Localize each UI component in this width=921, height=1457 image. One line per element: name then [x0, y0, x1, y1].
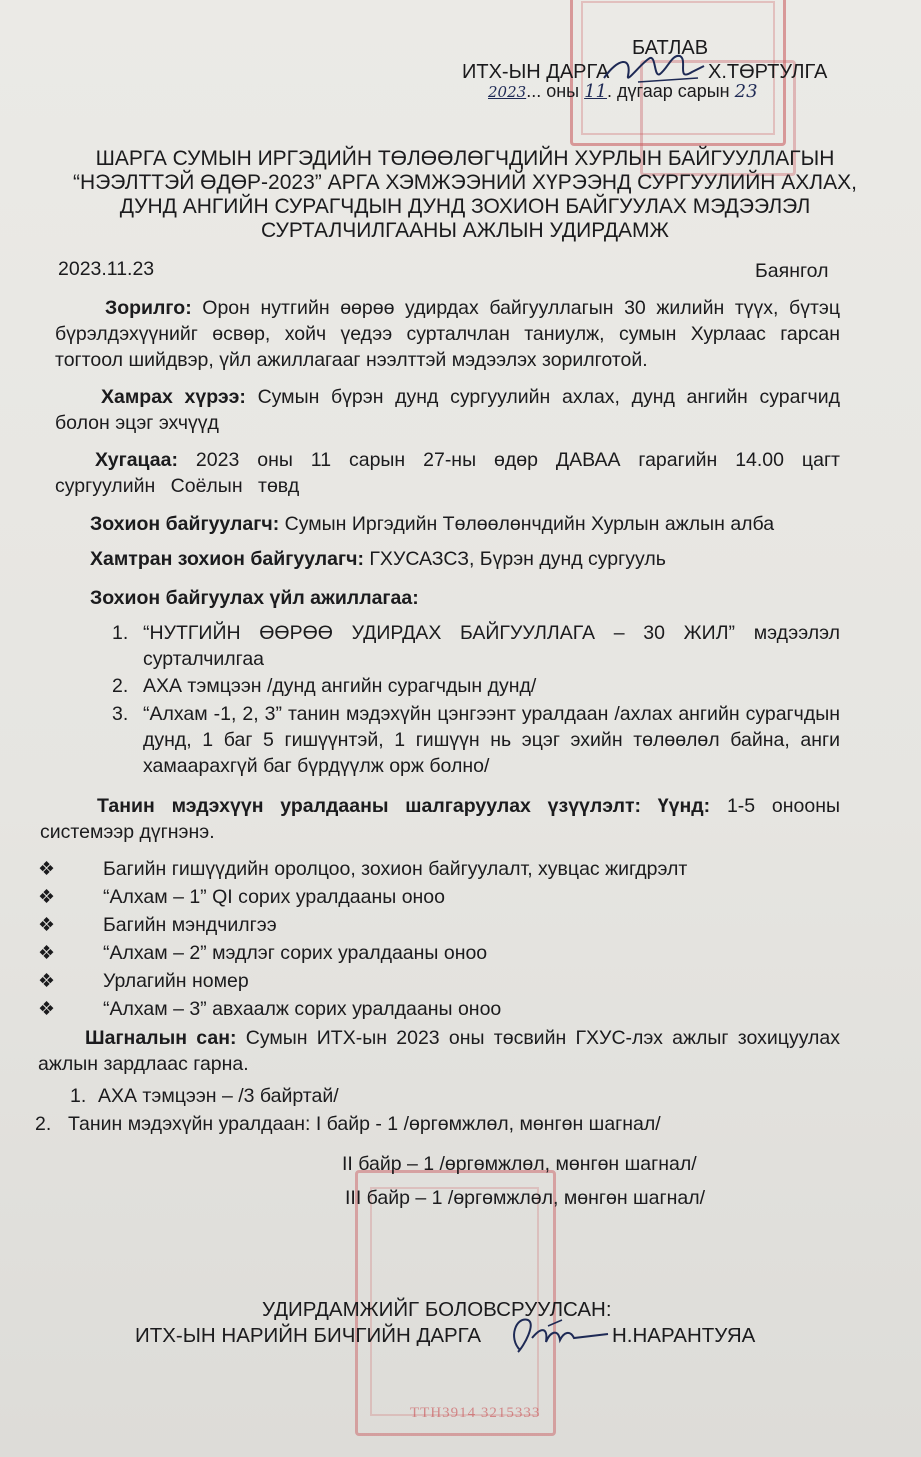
- document-title: [40, 147, 890, 243]
- prize-number-2: 2.: [35, 1113, 52, 1135]
- approve-heading: БАТЛАВ: [632, 37, 709, 59]
- signoff-position: ИТХ-ЫН НАРИЙН БИЧГИЙН ДАРГА: [135, 1324, 482, 1347]
- organizer-line: [90, 511, 774, 537]
- approval-month-suffix: . дүгаар сарын: [607, 81, 730, 101]
- prize-label: Шагналын сан:: [85, 1027, 237, 1049]
- diamond-bullet-icon: ❖: [38, 999, 56, 1020]
- approval-date: [488, 81, 758, 102]
- goal-paragraph: [55, 295, 840, 373]
- scope-text: Сумын бүрэн дунд сургуулийн ахлах, дунд ангийн сурагчид болон эцэг эхчүүд: [55, 386, 840, 434]
- signoff-heading: УДИРДАМЖИЙГ БОЛОВСРУУЛСАН:: [262, 1298, 612, 1321]
- approval-day: 23: [734, 81, 758, 102]
- organizer-text: Сумын Иргэдийн Төлөөлөнчдийн Хурлын ажлын алба: [284, 513, 775, 535]
- criteria-label: Танин мэдэхүүн уралдааны шалгаруулах үзүүлэлт: Үүнд:: [97, 795, 711, 817]
- criteria-item-3: Багийн мэндчилгээ: [103, 914, 277, 936]
- activity-item-2: АХА тэмцээн /дунд ангийн сурагчдын дунд/: [143, 675, 537, 697]
- approval-year-suffix: ... оны: [526, 81, 580, 101]
- criteria-item-6: “Алхам – 3” авхаалж сорих уралдааны оноо: [103, 998, 502, 1020]
- diamond-bullet-icon: ❖: [38, 943, 56, 964]
- activity-number-2: 2.: [112, 675, 129, 697]
- coorganizer-label: Хамтран зохион байгуулагч:: [90, 548, 364, 570]
- activity-item-3: “Алхам -1, 2, 3” танин мэдэхүйн цэнгээнт уралдаан /ахлах ангийн сурагчдын дунд, 1 баг 5 гишүүнтэй, 1 гишүүн нь эцэг эхийн төлөөлөл байна, анги хамаарахгүй баг бүрдүүлж орж болно/: [143, 703, 840, 777]
- time-paragraph: [55, 447, 840, 499]
- prize-paragraph: [38, 1025, 840, 1077]
- prize-item-1: АХА тэмцээн – /3 байртай/: [98, 1085, 339, 1107]
- goal-text: Орон нутгийн өөрөө удирдах байгууллагын 30 жилийн түүх, бүтэц бүрэлдэхүүнийг өсвөр, хойч үедээ сурталчлан таниулж, сумын Хурлаас гарсан тогтоол шийдвэр, үйл ажиллагааг нээлттэй мэдээлэх зорилготой.: [55, 297, 840, 371]
- scope-paragraph: [55, 384, 840, 436]
- criteria-item-4: “Алхам – 2” мэдлэг сорих уралдааны оноо: [103, 942, 488, 964]
- criteria-item-1: Багийн гишүүдийн оролцоо, зохион байгуулалт, хувцас жигдрэлт: [103, 858, 688, 880]
- title-line-3: ДУНД АНГИЙН СУРАГЧДЫН ДУНД ЗОХИОН БАЙГУУЛАХ МЭДЭЭЛЭЛ: [119, 195, 811, 218]
- approver-position: ИТХ-ЫН ДАРГА: [462, 61, 610, 83]
- title-line-1: ШАРГА СУМЫН ИРГЭДИЙН ТӨЛӨӨЛӨГЧДИЙН ХУРЛЫН БАЙГУУЛЛАГЫН: [95, 147, 835, 170]
- coorganizer-text: ГХУСАЗСЗ, Бүрэн дунд сургууль: [369, 548, 666, 570]
- prize-number-1: 1.: [70, 1085, 87, 1107]
- title-line-4: СУРТАЛЧИЛГААНЫ АЖЛЫН УДИРДАМЖ: [261, 219, 669, 242]
- signoff-name: Н.НАРАНТУЯА: [612, 1324, 756, 1347]
- criteria-text: 1-5 онооны системээр дүгнэнэ.: [40, 795, 840, 843]
- organizer-label: Зохион байгуулагч:: [90, 513, 280, 535]
- prize-item-2-third: III байр – 1 /өргөмжлөл, мөнгөн шагнал/: [345, 1187, 706, 1209]
- diamond-bullet-icon: ❖: [38, 915, 56, 936]
- approver-name: Х.ТӨРТУЛГА: [708, 61, 828, 83]
- criteria-item-2: “Алхам – 1” QI сорих уралдааны оноо: [103, 886, 445, 908]
- prize-item-2: Танин мэдэхүйн уралдаан: I байр - 1 /өргөмжлөл, мөнгөн шагнал/: [68, 1113, 661, 1135]
- prize-text: Сумын ИТХ-ын 2023 оны төсвийн ГХУС-лэх ажлыг зохицуулах ажлын зардлаас гарна.: [38, 1027, 840, 1075]
- stamp-bottom-text: ТТН3914 3215333: [410, 1405, 541, 1421]
- time-text: 2023 оны 11 сарын 27-ны өдөр ДАВАА гарагийн 14.00 цагт сургуулийн Соёлын төвд: [55, 449, 840, 497]
- approval-year: 2023: [488, 83, 527, 101]
- activity-item-1: “НУТГИЙН ӨӨРӨӨ УДИРДАХ БАЙГУУЛЛАГА – 30 ЖИЛ” мэдээлэл сурталчилгаа: [143, 622, 840, 670]
- scope-label: Хамрах хүрээ:: [101, 386, 246, 408]
- activities-heading: Зохион байгуулах үйл ажиллагаа:: [90, 587, 419, 609]
- goal-label: Зорилго:: [105, 297, 192, 319]
- document-date: 2023.11.23: [58, 258, 155, 280]
- title-line-2: “НЭЭЛТТЭЙ ӨДӨР-2023” АРГА ХЭМЖЭЭНИЙ ХҮРЭЭНД СУРГУУЛИЙН АХЛАХ,: [73, 171, 857, 194]
- author-signature: [498, 1308, 618, 1356]
- criteria-paragraph: [40, 793, 840, 845]
- activity-number-1: 1.: [112, 622, 129, 644]
- activity-number-3: 3.: [112, 703, 129, 725]
- document-place: Баянгол: [755, 260, 829, 282]
- criteria-item-5: Урлагийн номер: [103, 970, 249, 992]
- time-label: Хугацаа:: [95, 449, 178, 471]
- diamond-bullet-icon: ❖: [38, 887, 56, 908]
- coorganizer-line: [90, 546, 666, 572]
- diamond-bullet-icon: ❖: [38, 971, 56, 992]
- diamond-bullet-icon: ❖: [38, 859, 56, 880]
- approval-month: 11: [584, 81, 608, 102]
- prize-item-2-second: II байр – 1 /өргөмжлөл, мөнгөн шагнал/: [342, 1153, 697, 1175]
